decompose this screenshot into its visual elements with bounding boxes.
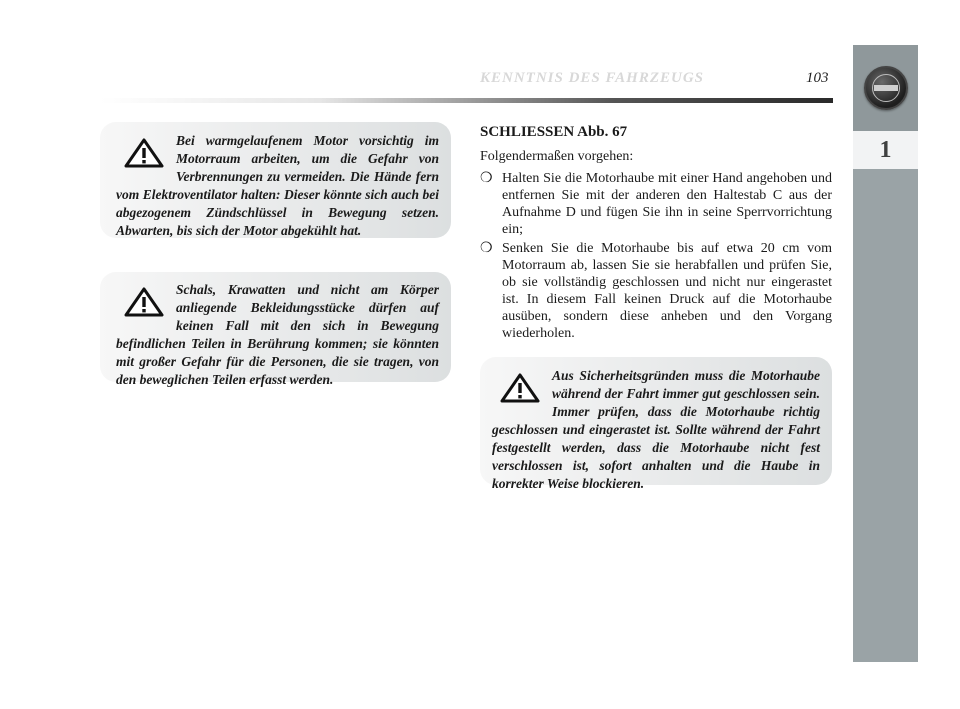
page-number: 103: [806, 70, 829, 86]
running-header: KENNTNIS DES FAHRZEUGS: [480, 70, 705, 86]
warning-triangle-icon: [124, 287, 164, 317]
warning-box-clothing: [100, 272, 451, 387]
chapter-tab: 1: [853, 131, 918, 169]
warning-box-hot-engine: [100, 122, 451, 238]
warning-box-hood-closed: [480, 357, 832, 491]
lancia-logo-icon: [864, 66, 908, 110]
bullet-icon: ❍: [480, 241, 493, 256]
warning-triangle-icon: [500, 373, 540, 403]
list-item: ❍ Senken Sie die Motorhaube bis auf etwa 20 cm vom Motorraum ab, lassen Sie sie herabfallen und prüfen Sie, ob sie vollständig geschlossen und nicht nur eingerastet ist. In diesem Fall keinen Druck auf die Motorhaube ausüben, sondern diese anheben und den Vorgang wiederholen.: [480, 241, 832, 341]
section-heading: SCHLIESSEN Abb. 67: [480, 124, 628, 140]
header-rule: [100, 98, 833, 103]
warning-text: Bei warmgelaufenem Motor vorsichtig im Motorraum arbeiten, um die Gefahr von Verbrennungen zu vermeiden. Die Hände fern vom Elektroventilator halten: Dieser könnte sich auch bei abgezogenem Zündschlüssel in Bewegung setzen. Abwarten, bis sich der Motor abgekühlt hat.: [116, 133, 439, 238]
warning-triangle-icon: [124, 138, 164, 168]
warning-text: Aus Sicherheitsgründen muss die Motorhaube während der Fahrt immer gut geschlossen sein. Immer prüfen, dass die Motorhaube richtig geschlossen und eingerastet ist. Sollte während der Fahrt festgestellt werden, dass die Motorhaube nicht fest verschlossen ist, sofort anhalten und die Haube in korrekter Weise blockieren.: [492, 368, 820, 491]
brand-logo: [853, 45, 918, 131]
list-item: ❍ Halten Sie die Motorhaube mit einer Hand angehoben und entfernen Sie mit der anderen den Haltestab C aus der Aufnahme D und fügen Sie ihn in seine Sperrvorrichtung ein;: [480, 171, 832, 237]
procedure-steps: [480, 170, 832, 344]
section-intro: Folgendermaßen vorgehen:: [480, 149, 634, 164]
bullet-icon: ❍: [480, 171, 493, 186]
warning-text: Schals, Krawatten und nicht am Körper anliegende Bekleidungsstücke dürfen auf keinen Fall mit den sich in Bewegung befindlichen Teilen in Berührung kommen; sie könnten mit großer Gefahr für die Personen, die sie tragen, von den beweglichen Teilen erfasst werden.: [116, 282, 439, 387]
chapter-sidebar: [853, 45, 918, 662]
